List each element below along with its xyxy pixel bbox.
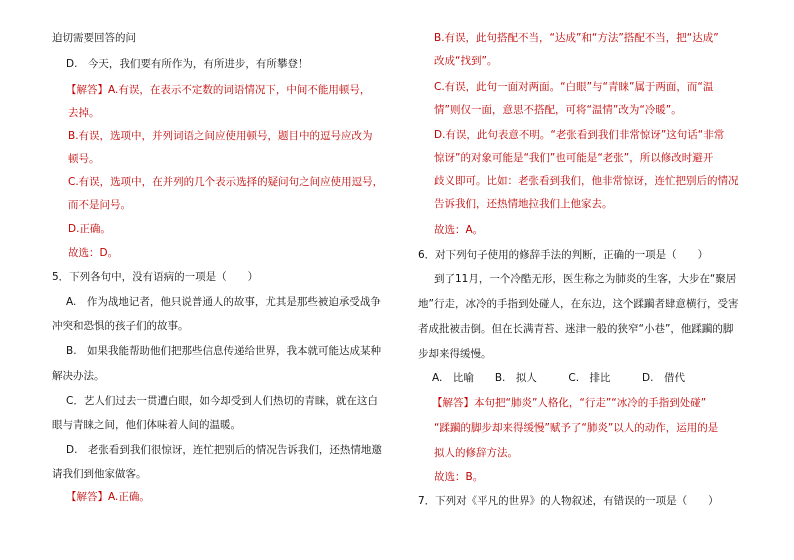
text-line: 告诉我们，还热情地拉我们上他家去。	[434, 198, 613, 210]
text-line: “蹂躏的脚步却来得缓慢”赋予了“肺炎”以人的动作，运用的是	[434, 422, 719, 434]
text-line: 7．下列对《平凡的世界》的人物叙述，有错误的一项是（ ）	[418, 495, 719, 507]
text-line: 眼与青睐之间，他们体味着人间的温暖。	[52, 419, 241, 431]
text-line: 故选：A。	[434, 224, 484, 236]
text-line: 故选：B。	[434, 471, 484, 483]
text-line: D.有误，此句表意不明。“老张看到我们非常惊讶”这句话“非常	[434, 129, 725, 141]
text-line: 故选：D。	[68, 247, 119, 259]
text-line: 步却来得缓慢。	[418, 348, 492, 360]
text-line: 拟人的修辞方法。	[434, 447, 518, 459]
text-line: A. 比喻 B. 拟人 C. 排比 D. 借代	[432, 372, 685, 384]
text-line: 而不是问号。	[68, 199, 131, 211]
text-line: 5．下列各句中，没有语病的一项是（ ）	[52, 271, 259, 283]
text-line: 改成“找到”。	[434, 55, 498, 67]
text-line: 者成批被击倒。但在长满青苔、迷津一般的狭窄“小巷”，他蹂躏的脚	[418, 323, 734, 335]
text-line: 【解答】本句把“肺炎”人格化，“行走”“冰冷的手指到处碰”	[432, 397, 707, 409]
text-line: 去掉。	[68, 107, 100, 119]
text-line: 顿号。	[68, 153, 100, 165]
text-line: 冲突和恐惧的孩子们的故事。	[52, 320, 189, 332]
text-line: 【解答】A.有误，在表示不定数的词语情况下，中间不能用顿号，	[66, 84, 371, 96]
text-line: C.有误，此句一面对两面。“白眼”与“青睐”属于两面，而“温	[434, 81, 714, 93]
text-line: 歧义即可。比如：老张看到我们，他非常惊讶，连忙把别后的情况	[434, 175, 739, 187]
text-line: 地”行走，冰冷的手指到处碰人，在东边，这个蹂躏者肆意横行，受害	[418, 298, 739, 310]
text-line: D.正确。	[68, 223, 111, 235]
text-line: B. 如果我能帮助他们把那些信息传递给世界，我本就可能达成某种	[66, 345, 382, 357]
text-line: 解决办法。	[52, 370, 105, 382]
text-line: 迫切需要回答的问	[52, 32, 136, 44]
text-line: 【解答】A.正确。	[66, 491, 150, 503]
text-line: 请我们到他家做客。	[52, 468, 147, 480]
text-line: B.有误，选项中，并列词语之间应使用顿号，题目中的逗号应改为	[68, 130, 373, 142]
text-line: 到了11月，一个冷酷无形，医生称之为肺炎的生客，大步在“聚居	[434, 273, 737, 285]
text-line: B.有误，此句搭配不当，“达成”和“方法”搭配不当，把“达成”	[434, 32, 719, 44]
text-line: 惊讶”的对象可能是“我们”也可能是“老张”，所以修改时避开	[434, 152, 714, 164]
text-line: 6．对下列句子使用的修辞手法的判断，正确的一项是（ ）	[418, 249, 709, 261]
text-line: D. 今天，我们要有所作为，有所进步，有所攀登！	[66, 58, 309, 70]
text-line: C.有误，选项中，在并列的几个表示选择的疑问句之间应使用逗号，	[68, 176, 384, 188]
text-line: C．艺人们过去一贯遭白眼，如今却受到人们热切的青睐，就在这白	[66, 395, 378, 407]
text-line: A. 作为战地记者，他只说普通人的故事，尤其是那些被迫承受战争	[66, 296, 381, 308]
text-line: D. 老张看到我们很惊讶，连忙把别后的情况告诉我们，还热情地邀	[66, 444, 382, 456]
text-line: 情”则仅一面，意思不搭配，可将“温情”改为“冷暖”。	[434, 104, 682, 116]
